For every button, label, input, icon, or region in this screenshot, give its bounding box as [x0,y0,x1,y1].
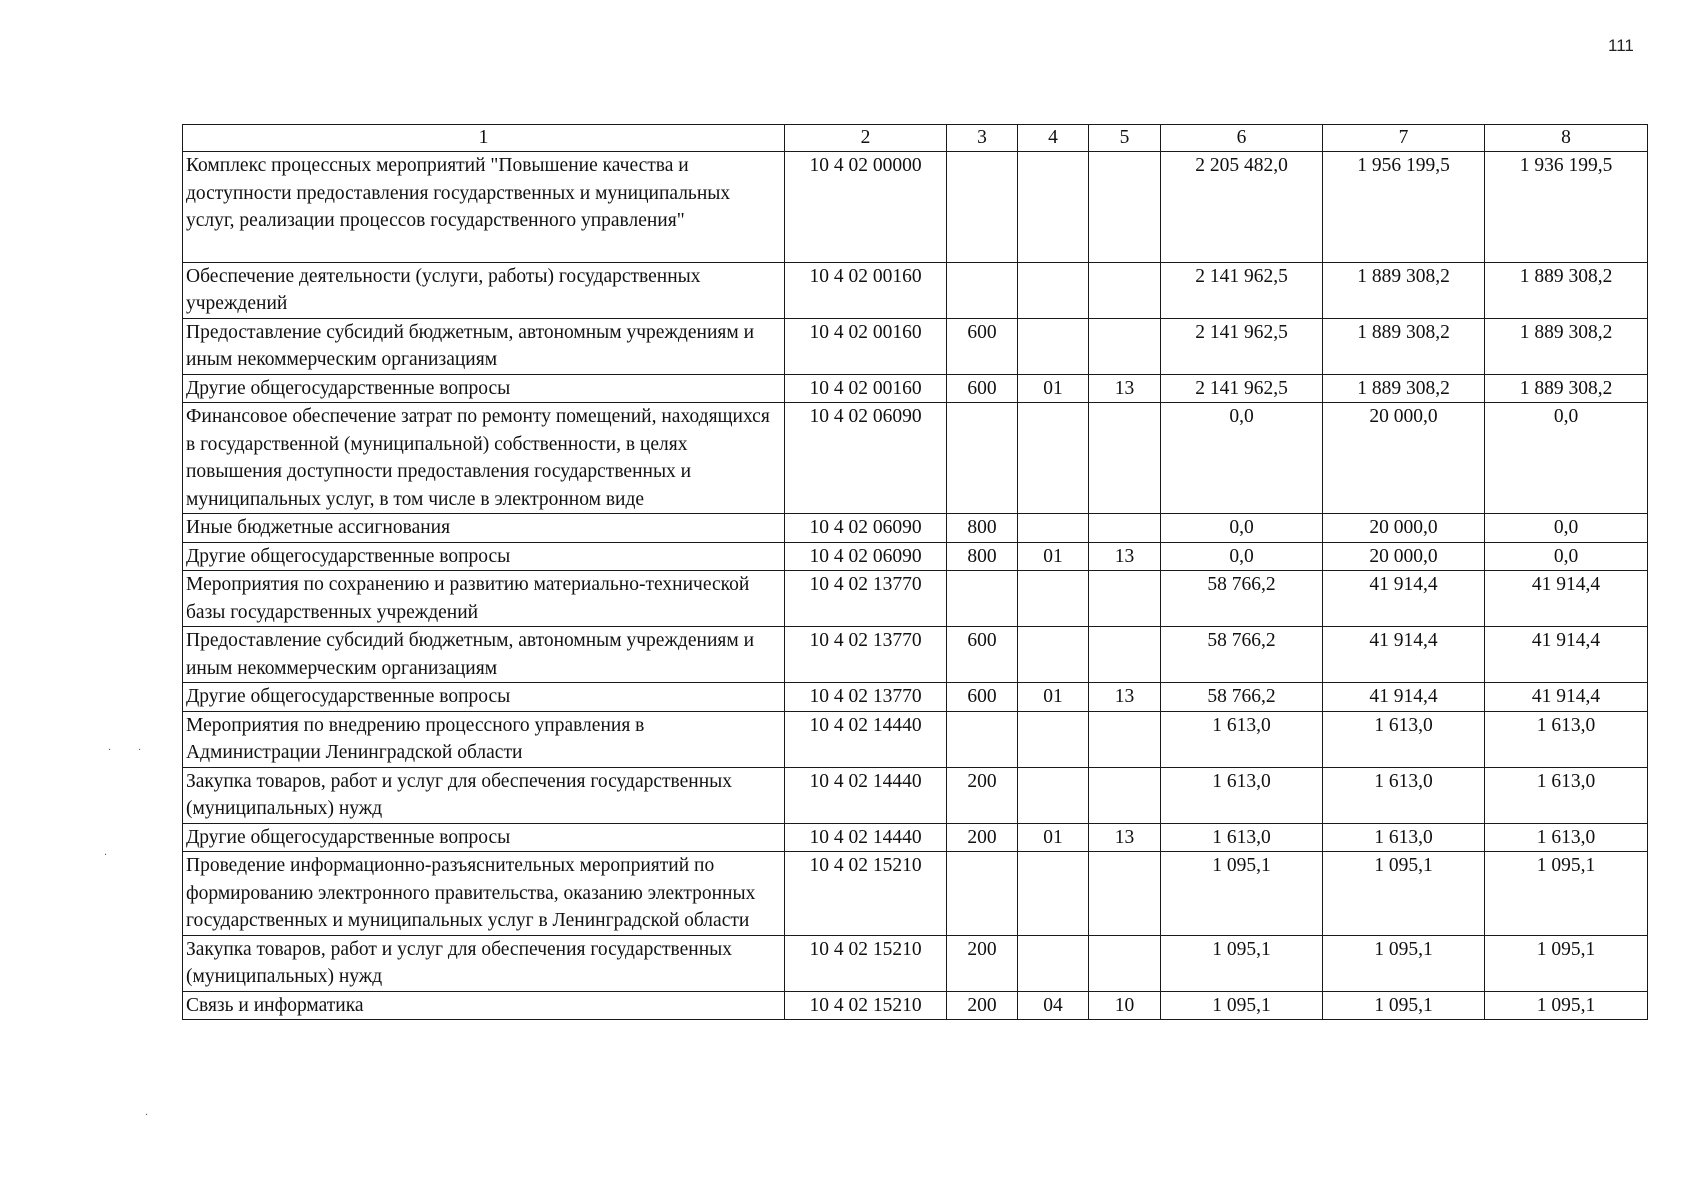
cell-amount-col8: 1 889 308,2 [1485,318,1648,374]
cell-expense-type [947,571,1018,627]
cell-amount-col6: 1 613,0 [1161,711,1323,767]
cell-amount-col8: 1 613,0 [1485,767,1648,823]
cell-name: Другие общегосударственные вопросы [183,374,785,403]
cell-section: 01 [1018,683,1089,712]
cell-amount-col6: 0,0 [1161,542,1323,571]
cell-amount-col7: 1 889 308,2 [1323,318,1485,374]
cell-target-code: 10 4 02 15210 [785,852,947,936]
cell-amount-col8: 41 914,4 [1485,627,1648,683]
cell-amount-col7: 20 000,0 [1323,542,1485,571]
cell-amount-col6: 1 095,1 [1161,935,1323,991]
cell-amount-col7: 1 613,0 [1323,711,1485,767]
budget-table [182,124,1648,1020]
cell-amount-col6: 0,0 [1161,514,1323,543]
cell-target-code: 10 4 02 06090 [785,514,947,543]
table-row [183,711,1648,767]
cell-expense-type: 800 [947,514,1018,543]
cell-amount-col6: 1 613,0 [1161,767,1323,823]
cell-amount-col8: 0,0 [1485,514,1648,543]
table-row [183,152,1648,263]
cell-subsection: 10 [1089,991,1161,1020]
cell-section: 01 [1018,374,1089,403]
cell-amount-col7: 1 095,1 [1323,935,1485,991]
cell-amount-col7: 1 613,0 [1323,767,1485,823]
cell-target-code: 10 4 02 13770 [785,571,947,627]
cell-name: Другие общегосударственные вопросы [183,683,785,712]
cell-expense-type [947,711,1018,767]
cell-amount-col6: 1 095,1 [1161,991,1323,1020]
cell-name: Проведение информационно-разъяснительных мероприятий по формированию электронного правительства, оказанию электронных государственных и муниципальных услуг в Ленинградской области [183,852,785,936]
cell-amount-col7: 41 914,4 [1323,683,1485,712]
cell-amount-col7: 20 000,0 [1323,514,1485,543]
header-row [183,125,1648,152]
header-col-8: 8 [1485,125,1648,152]
cell-amount-col7: 41 914,4 [1323,627,1485,683]
cell-expense-type: 200 [947,767,1018,823]
cell-amount-col8: 41 914,4 [1485,683,1648,712]
cell-section [1018,514,1089,543]
scan-dot: · [138,745,142,756]
table-row [183,991,1648,1020]
cell-section [1018,852,1089,936]
cell-amount-col7: 1 889 308,2 [1323,374,1485,403]
cell-section [1018,152,1089,263]
scan-dot: · [108,745,112,756]
cell-target-code: 10 4 02 14440 [785,767,947,823]
cell-target-code: 10 4 02 13770 [785,627,947,683]
cell-expense-type: 800 [947,542,1018,571]
cell-expense-type [947,152,1018,263]
table-row [183,403,1648,514]
cell-expense-type: 600 [947,374,1018,403]
cell-section: 01 [1018,823,1089,852]
cell-subsection [1089,514,1161,543]
cell-subsection [1089,627,1161,683]
cell-subsection [1089,403,1161,514]
cell-target-code: 10 4 02 15210 [785,935,947,991]
cell-amount-col8: 1 613,0 [1485,823,1648,852]
cell-amount-col7: 1 613,0 [1323,823,1485,852]
cell-amount-col8: 1 889 308,2 [1485,374,1648,403]
cell-target-code: 10 4 02 06090 [785,403,947,514]
table-header [183,125,1648,152]
cell-subsection [1089,318,1161,374]
cell-section [1018,935,1089,991]
header-col-6: 6 [1161,125,1323,152]
cell-section [1018,767,1089,823]
cell-name: Предоставление субсидий бюджетным, автономным учреждениям и иным некоммерческим организациям [183,318,785,374]
cell-section [1018,318,1089,374]
cell-subsection [1089,935,1161,991]
cell-amount-col7: 1 095,1 [1323,991,1485,1020]
cell-expense-type: 200 [947,823,1018,852]
cell-expense-type [947,262,1018,318]
cell-subsection [1089,571,1161,627]
header-col-7: 7 [1323,125,1485,152]
cell-amount-col8: 1 095,1 [1485,852,1648,936]
cell-section [1018,571,1089,627]
cell-name: Мероприятия по внедрению процессного управления в Администрации Ленинградской области [183,711,785,767]
cell-target-code: 10 4 02 06090 [785,542,947,571]
cell-section [1018,403,1089,514]
cell-target-code: 10 4 02 00000 [785,152,947,263]
table-row [183,767,1648,823]
table-row [183,262,1648,318]
cell-amount-col6: 2 141 962,5 [1161,262,1323,318]
cell-target-code: 10 4 02 00160 [785,374,947,403]
table-row [183,374,1648,403]
cell-amount-col6: 58 766,2 [1161,683,1323,712]
header-col-2: 2 [785,125,947,152]
cell-name: Иные бюджетные ассигнования [183,514,785,543]
cell-name: Финансовое обеспечение затрат по ремонту помещений, находящихся в государственной (муниципальной) собственности, в целях повышения доступности предоставления государственных и муниципальных услуг, в том числе в электронном виде [183,403,785,514]
table-row [183,571,1648,627]
table-row [183,514,1648,543]
cell-name: Комплекс процессных мероприятий "Повышение качества и доступности предоставления государственных и муниципальных услуг, реализации процессов государственного управления" [183,152,785,263]
header-col-4: 4 [1018,125,1089,152]
table-body [183,152,1648,1020]
cell-amount-col6: 1 095,1 [1161,852,1323,936]
cell-amount-col6: 2 141 962,5 [1161,318,1323,374]
cell-amount-col8: 1 613,0 [1485,711,1648,767]
cell-amount-col6: 0,0 [1161,403,1323,514]
cell-expense-type: 200 [947,991,1018,1020]
cell-name: Мероприятия по сохранению и развитию материально-технической базы государственных учреждений [183,571,785,627]
cell-section [1018,627,1089,683]
cell-amount-col8: 41 914,4 [1485,571,1648,627]
cell-name: Закупка товаров, работ и услуг для обеспечения государственных (муниципальных) нужд [183,935,785,991]
header-col-5: 5 [1089,125,1161,152]
cell-subsection: 13 [1089,683,1161,712]
cell-amount-col7: 1 889 308,2 [1323,262,1485,318]
cell-amount-col6: 58 766,2 [1161,627,1323,683]
cell-amount-col7: 1 956 199,5 [1323,152,1485,263]
cell-expense-type: 200 [947,935,1018,991]
table-row [183,318,1648,374]
cell-subsection: 13 [1089,823,1161,852]
cell-name: Другие общегосударственные вопросы [183,823,785,852]
table-row [183,852,1648,936]
cell-section [1018,262,1089,318]
cell-name: Связь и информатика [183,991,785,1020]
cell-amount-col7: 20 000,0 [1323,403,1485,514]
cell-amount-col8: 0,0 [1485,542,1648,571]
cell-target-code: 10 4 02 14440 [785,711,947,767]
cell-amount-col7: 1 095,1 [1323,852,1485,936]
cell-subsection [1089,852,1161,936]
cell-amount-col6: 2 141 962,5 [1161,374,1323,403]
cell-name: Закупка товаров, работ и услуг для обеспечения государственных (муниципальных) нужд [183,767,785,823]
cell-expense-type [947,852,1018,936]
cell-amount-col7: 41 914,4 [1323,571,1485,627]
cell-target-code: 10 4 02 00160 [785,262,947,318]
cell-name: Обеспечение деятельности (услуги, работы) государственных учреждений [183,262,785,318]
cell-subsection [1089,767,1161,823]
cell-section: 04 [1018,991,1089,1020]
cell-subsection [1089,262,1161,318]
cell-section [1018,711,1089,767]
header-col-3: 3 [947,125,1018,152]
cell-name: Другие общегосударственные вопросы [183,542,785,571]
cell-expense-type: 600 [947,627,1018,683]
page-number: 111 [1608,36,1634,55]
cell-target-code: 10 4 02 14440 [785,823,947,852]
cell-name: Предоставление субсидий бюджетным, автономным учреждениям и иным некоммерческим организациям [183,627,785,683]
cell-section: 01 [1018,542,1089,571]
cell-target-code: 10 4 02 00160 [785,318,947,374]
cell-target-code: 10 4 02 13770 [785,683,947,712]
cell-amount-col6: 2 205 482,0 [1161,152,1323,263]
cell-subsection: 13 [1089,542,1161,571]
cell-amount-col8: 1 889 308,2 [1485,262,1648,318]
cell-amount-col6: 1 613,0 [1161,823,1323,852]
cell-amount-col8: 1 095,1 [1485,935,1648,991]
cell-amount-col6: 58 766,2 [1161,571,1323,627]
header-col-1: 1 [183,125,785,152]
table-row [183,935,1648,991]
scan-dot: · [145,1110,149,1121]
cell-amount-col8: 1 936 199,5 [1485,152,1648,263]
cell-target-code: 10 4 02 15210 [785,991,947,1020]
cell-expense-type: 600 [947,683,1018,712]
scan-dot: · [104,850,108,861]
table-row [183,627,1648,683]
cell-subsection: 13 [1089,374,1161,403]
table-row [183,542,1648,571]
cell-amount-col8: 1 095,1 [1485,991,1648,1020]
table-row [183,823,1648,852]
cell-amount-col8: 0,0 [1485,403,1648,514]
table-row [183,683,1648,712]
cell-expense-type: 600 [947,318,1018,374]
cell-subsection [1089,152,1161,263]
cell-expense-type [947,403,1018,514]
cell-subsection [1089,711,1161,767]
